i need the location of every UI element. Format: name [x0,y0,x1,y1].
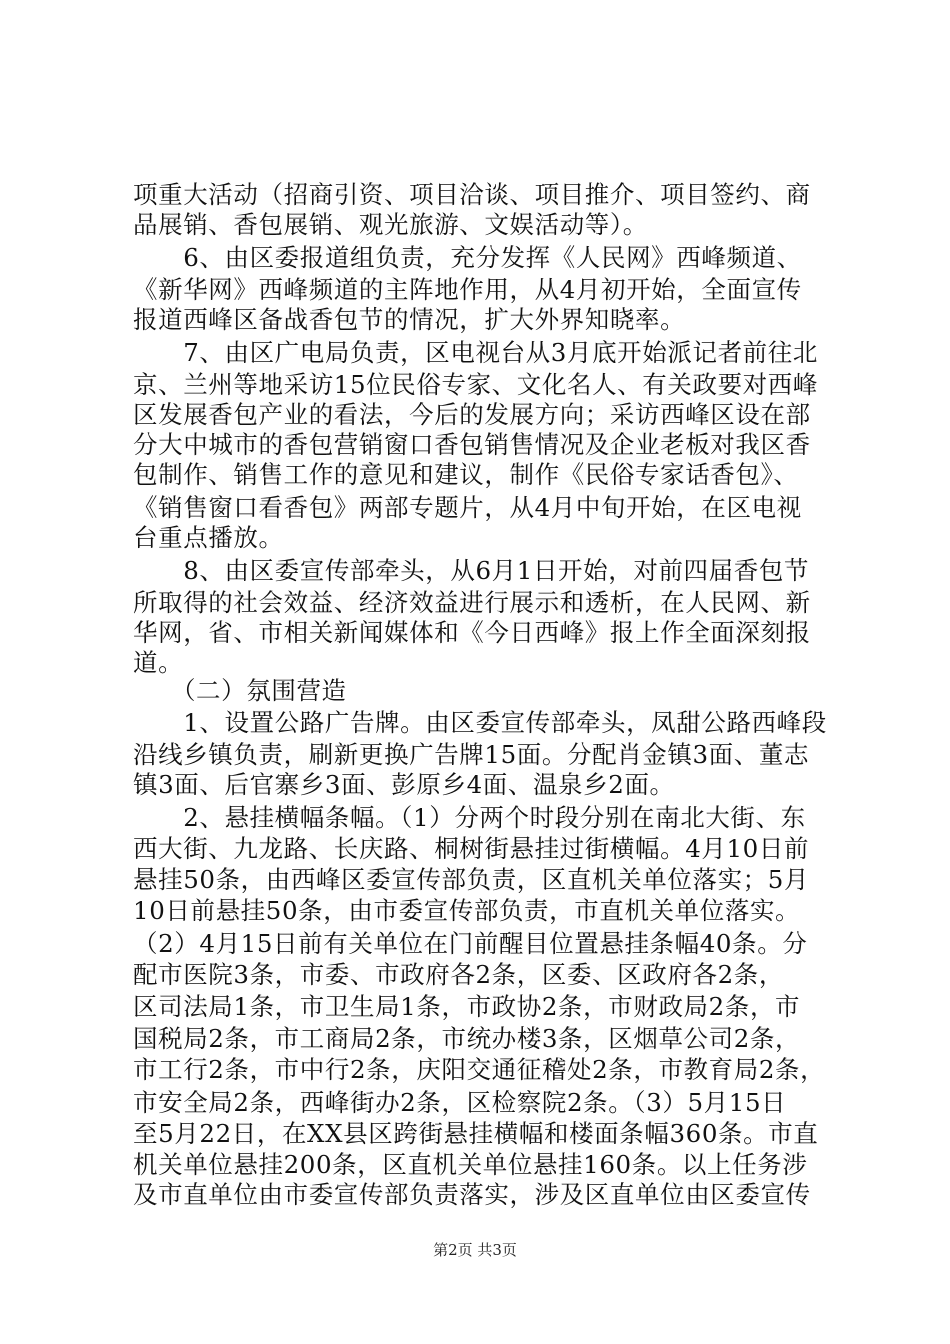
text-line: 至5月22日，在XX县区跨街悬挂横幅和楼面条幅360条。市直 [133,1119,819,1148]
text-line: 华网，省、市相关新闻媒体和《今日西峰》报上作全面深刻报 [133,618,811,647]
text-line: 台重点播放。 [133,523,284,552]
text-line: 区司法局1条，市卫生局1条，市政协2条，市财政局2条，市 [133,992,801,1021]
text-line: （二）氛围营造 [133,676,347,705]
text-line: 西大街、九龙路、长庆路、桐树街悬挂过街横幅。4月10日前 [133,834,810,863]
text-line: 1、设置公路广告牌。由区委宣传部牵头，凤甜公路西峰段 [133,708,827,737]
text-line: 镇3面、后官寨乡3面、彭原乡4面、温泉乡2面。 [133,770,675,799]
text-line: 道。 [133,648,184,677]
text-line: 市工行2条，市中行2条，庆阳交通征稽处2条，市教育局2条， [133,1055,826,1084]
text-line: 京、兰州等地采访15位民俗专家、文化名人、有关政要对西峰 [133,370,818,399]
text-line: 包制作、销售工作的意见和建议，制作《民俗专家话香包》、 [133,460,799,489]
text-line: 及市直单位由市委宣传部负责落实，涉及区直单位由区委宣传 [133,1180,811,1209]
text-line: 品展销、香包展销、观光旅游、文娱活动等）。 [133,210,648,239]
text-line: 所取得的社会效益、经济效益进行展示和透析，在人民网、新 [133,588,811,617]
text-line: 7、由区广电局负责，区电视台从3月底开始派记者前往北 [133,338,818,367]
text-line: 分大中城市的香包营销窗口香包销售情况及企业老板对我区香 [133,430,811,459]
text-line: 8、由区委宣传部牵头，从6月1日开始，对前四届香包节 [133,556,810,585]
text-line: 报道西峰区备战香包节的情况，扩大外界知晓率。 [133,305,686,334]
text-line: 《新华网》西峰频道的主阵地作用，从4月初开始，全面宣传 [133,275,802,304]
text-line: 《销售窗口看香包》两部专题片，从4月中旬开始，在区电视 [133,493,802,522]
text-line: 机关单位悬挂200条，区直机关单位悬挂160条。以上任务涉 [133,1150,808,1179]
text-line: 悬挂50条，由西峰区委宣传部负责，区直机关单位落实；5月 [133,865,810,894]
text-line: 市安全局2条，西峰街办2条，区检察院2条。（3）5月15日 [133,1088,787,1117]
text-line: 6、由区委报道组负责，充分发挥《人民网》西峰频道、 [133,243,802,272]
text-line: 10日前悬挂50条，由市委宣传部负责，市直机关单位落实。 [133,896,801,925]
text-line: 2、悬挂横幅条幅。（1）分两个时段分别在南北大街、东 [133,803,806,832]
text-line: 沿线乡镇负责，刷新更换广告牌15面。分配肖金镇3面、董志 [133,740,810,769]
text-line: 区发展香包产业的看法，今后的发展方向；采访西峰区设在部 [133,400,811,429]
text-line: 项重大活动（招商引资、项目洽谈、项目推介、项目签约、商 [133,180,811,209]
text-line: 国税局2条，市工商局2条，市统办楼3条，区烟草公司2条， [133,1024,801,1053]
page-footer: 第2页 共3页 [433,1241,517,1259]
text-line: （2）4月15日前有关单位在门前醒目位置悬挂条幅40条。分 [133,929,808,958]
text-line: 配市医院3条，市委、市政府各2条，区委、区政府各2条， [133,960,784,989]
